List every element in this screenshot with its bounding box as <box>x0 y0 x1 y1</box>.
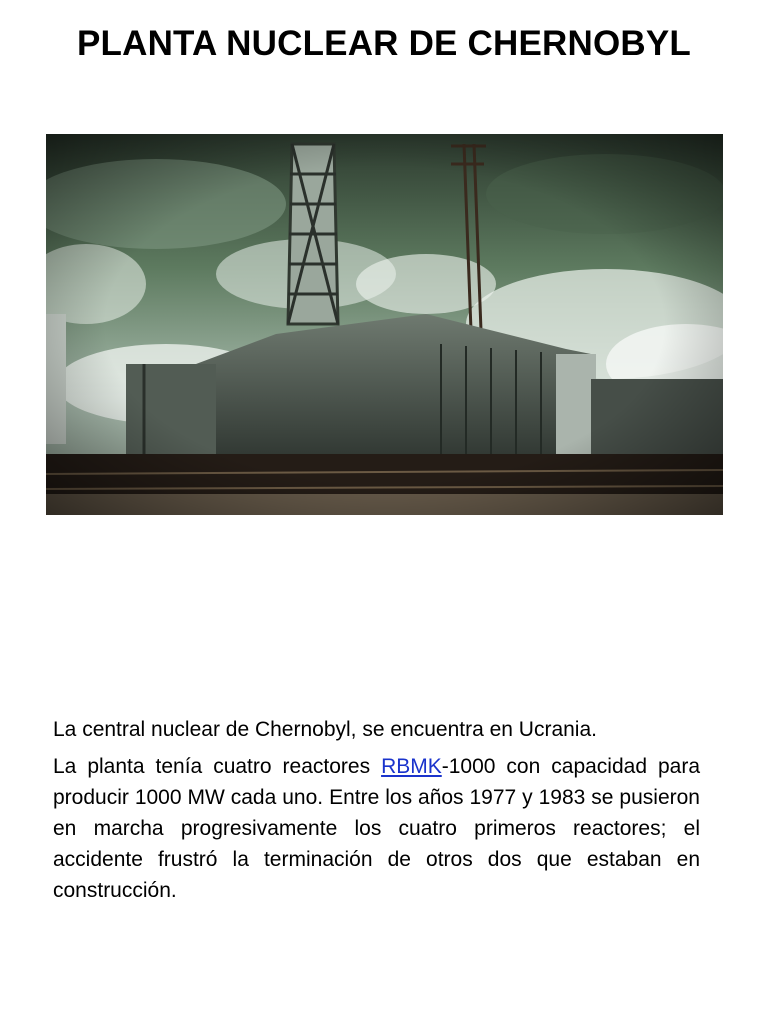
paragraph-reactors-start: La planta tenía cuatro reactores <box>53 755 382 778</box>
body-text <box>53 714 700 912</box>
paragraph-reactors <box>53 751 700 906</box>
paragraph-location: La central nuclear de Chernobyl, se encuentra en Ucrania. <box>53 718 597 741</box>
paragraph-reactors-rest: -1000 con capacidad para producir 1000 MW cada uno. Entre los años 1977 y 1983 se pusieron en marcha progresivamente los cuatro primeros reactores; el accidente frustró la terminación de otros dos que estaban en construcción. <box>53 755 701 902</box>
slide-title: PLANTA NUCLEAR DE CHERNOBYL <box>76 24 691 63</box>
rbmk-link[interactable]: RBMK <box>381 755 442 778</box>
chernobyl-plant-photo <box>46 134 723 515</box>
